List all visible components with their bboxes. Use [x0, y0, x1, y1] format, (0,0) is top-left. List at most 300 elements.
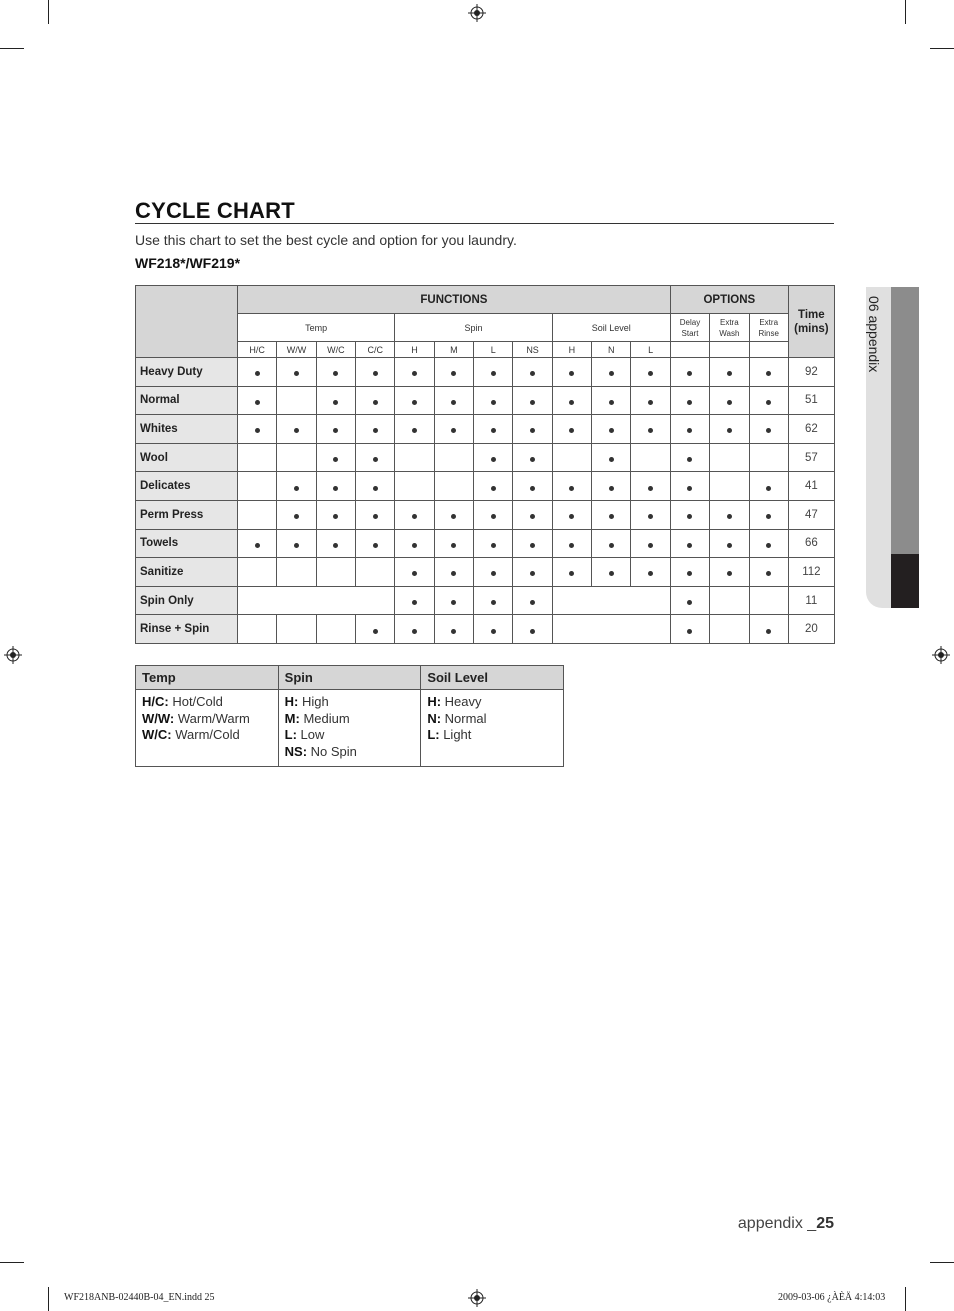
empty-cell — [316, 615, 355, 644]
bullet-icon — [451, 600, 456, 605]
bullet-icon — [687, 514, 692, 519]
dot-cell — [710, 500, 749, 529]
empty-cell — [552, 615, 670, 644]
bullet-icon — [412, 371, 417, 376]
option-header-extra-wash — [710, 314, 749, 342]
dot-cell — [552, 415, 591, 444]
dot-cell — [356, 500, 395, 529]
dot-cell — [631, 472, 670, 501]
time-cell: 92 — [788, 358, 834, 387]
table-row — [136, 500, 835, 529]
bullet-icon — [530, 571, 535, 576]
bullet-icon — [373, 486, 378, 491]
code-header: L — [631, 342, 670, 358]
empty-cell — [749, 443, 788, 472]
bullet-icon — [766, 428, 771, 433]
empty-cell — [356, 558, 395, 587]
bullet-icon — [530, 543, 535, 548]
legend-header-temp: Temp — [136, 666, 279, 690]
crop-mark — [905, 1287, 906, 1311]
option-header-delay-start — [670, 314, 709, 342]
dot-cell — [434, 586, 473, 615]
dot-cell — [238, 415, 277, 444]
dot-cell — [749, 500, 788, 529]
bullet-icon — [451, 371, 456, 376]
code-header: H — [552, 342, 591, 358]
bullet-icon — [609, 571, 614, 576]
registration-mark-icon — [932, 646, 950, 664]
bullet-icon — [373, 457, 378, 462]
bullet-icon — [609, 457, 614, 462]
dot-cell — [513, 586, 552, 615]
bullet-icon — [609, 486, 614, 491]
option-label: Start — [681, 328, 699, 338]
bullet-icon — [569, 428, 574, 433]
dot-cell — [434, 558, 473, 587]
dot-cell — [277, 529, 316, 558]
code-header: N — [592, 342, 631, 358]
title-divider — [135, 223, 834, 224]
legend-entry — [142, 711, 272, 728]
bullet-icon — [569, 571, 574, 576]
crop-mark — [48, 1287, 49, 1311]
legend-entry — [285, 694, 415, 711]
legend-code: N: — [427, 710, 442, 726]
bullet-icon — [491, 371, 496, 376]
bullet-icon — [648, 400, 653, 405]
table-row — [136, 472, 835, 501]
bullet-icon — [294, 428, 299, 433]
legend-cell — [421, 690, 564, 767]
empty-cell — [749, 586, 788, 615]
bullet-icon — [491, 457, 496, 462]
bullet-icon — [333, 457, 338, 462]
code-header-blank — [670, 342, 709, 358]
spin-group-header: Spin — [395, 314, 552, 342]
bullet-icon — [412, 514, 417, 519]
bullet-icon — [569, 371, 574, 376]
side-tab-band — [891, 287, 919, 554]
bullet-icon — [451, 514, 456, 519]
bullet-icon — [569, 514, 574, 519]
code-header: NS — [513, 342, 552, 358]
dot-cell — [592, 558, 631, 587]
cycle-name: Towels — [136, 529, 238, 558]
legend-code: L: — [427, 727, 440, 742]
dot-cell — [513, 472, 552, 501]
bullet-icon — [333, 486, 338, 491]
dot-cell — [395, 358, 434, 387]
bullet-icon — [491, 571, 496, 576]
dot-cell — [434, 529, 473, 558]
legend-code: W/C: — [142, 727, 172, 742]
dot-cell — [434, 615, 473, 644]
option-label: Extra — [719, 317, 739, 327]
bullet-icon — [412, 571, 417, 576]
time-header — [788, 286, 834, 358]
dot-cell — [474, 615, 513, 644]
dot-cell — [395, 500, 434, 529]
bullet-icon — [609, 514, 614, 519]
option-label: Extra — [759, 317, 779, 327]
bullet-icon — [530, 600, 535, 605]
bullet-icon — [687, 457, 692, 462]
bullet-icon — [687, 571, 692, 576]
bullet-icon — [412, 400, 417, 405]
bullet-icon — [766, 514, 771, 519]
bullet-icon — [373, 514, 378, 519]
dot-cell — [474, 443, 513, 472]
bullet-icon — [648, 486, 653, 491]
dot-cell — [513, 386, 552, 415]
bullet-icon — [766, 371, 771, 376]
dot-cell — [670, 558, 709, 587]
legend-code: M: — [284, 710, 300, 726]
table-row — [136, 443, 835, 472]
dot-cell — [513, 615, 552, 644]
page-footer — [738, 1215, 834, 1233]
cycle-chart-table — [135, 285, 835, 644]
bullet-icon — [530, 371, 535, 376]
table-row — [136, 558, 835, 587]
legend-code: W/W: — [142, 710, 175, 726]
legend-header-spin: Spin — [278, 666, 421, 690]
bullet-icon — [648, 543, 653, 548]
option-label: Wash — [719, 328, 740, 338]
bullet-icon — [569, 543, 574, 548]
dot-cell — [277, 415, 316, 444]
bullet-icon — [727, 571, 732, 576]
temp-group-header: Temp — [238, 314, 395, 342]
dot-cell — [592, 529, 631, 558]
bullet-icon — [569, 486, 574, 491]
empty-cell — [434, 443, 473, 472]
bullet-icon — [609, 371, 614, 376]
time-cell: 51 — [788, 386, 834, 415]
bullet-icon — [333, 400, 338, 405]
dot-cell — [631, 415, 670, 444]
time-cell: 57 — [788, 443, 834, 472]
legend-code: H/C: — [142, 694, 169, 709]
bullet-icon — [451, 428, 456, 433]
dot-cell — [710, 358, 749, 387]
dot-cell — [592, 472, 631, 501]
empty-cell — [395, 472, 434, 501]
bullet-icon — [491, 629, 496, 634]
bullet-icon — [491, 428, 496, 433]
bullet-icon — [727, 514, 732, 519]
dot-cell — [316, 443, 355, 472]
dot-cell — [277, 500, 316, 529]
legend-code: L: — [284, 727, 297, 742]
functions-header: FUNCTIONS — [238, 286, 671, 314]
dot-cell — [670, 586, 709, 615]
table-row — [136, 586, 835, 615]
dot-cell — [710, 415, 749, 444]
empty-cell — [238, 558, 277, 587]
bullet-icon — [255, 400, 260, 405]
bullet-icon — [491, 486, 496, 491]
bullet-icon — [491, 400, 496, 405]
bullet-icon — [451, 400, 456, 405]
bullet-icon — [766, 543, 771, 548]
cycle-name: Spin Only — [136, 586, 238, 615]
code-header-blank — [710, 342, 749, 358]
dot-cell — [670, 472, 709, 501]
legend-entry — [142, 694, 272, 711]
bullet-icon — [373, 371, 378, 376]
page-title: CYCLE CHART — [135, 198, 295, 223]
legend-desc: Light — [439, 727, 472, 742]
dot-cell — [670, 358, 709, 387]
time-header-line2: (mins) — [794, 322, 829, 335]
cycle-name: Perm Press — [136, 500, 238, 529]
bullet-icon — [530, 486, 535, 491]
table-row — [136, 415, 835, 444]
legend-desc: High — [298, 694, 329, 709]
dot-cell — [277, 358, 316, 387]
dot-cell — [474, 386, 513, 415]
dot-cell — [749, 415, 788, 444]
time-cell: 41 — [788, 472, 834, 501]
dot-cell — [395, 415, 434, 444]
dot-cell — [552, 472, 591, 501]
dot-cell — [631, 386, 670, 415]
dot-cell — [356, 529, 395, 558]
cycle-name: Normal — [136, 386, 238, 415]
bullet-icon — [727, 400, 732, 405]
registration-mark-icon — [468, 1289, 486, 1307]
legend-header-soil: Soil Level — [421, 666, 564, 690]
page-number: 25 — [816, 1215, 834, 1232]
code-header-blank — [749, 342, 788, 358]
legend-desc: Heavy — [441, 694, 482, 709]
crop-mark — [48, 0, 49, 24]
bullet-icon — [451, 543, 456, 548]
table-row — [136, 358, 835, 387]
bullet-icon — [412, 600, 417, 605]
dot-cell — [356, 358, 395, 387]
time-cell: 62 — [788, 415, 834, 444]
crop-mark — [930, 1262, 954, 1263]
legend-entry — [285, 711, 415, 728]
dot-cell — [670, 529, 709, 558]
dot-cell — [710, 386, 749, 415]
dot-cell — [356, 472, 395, 501]
dot-cell — [552, 529, 591, 558]
bullet-icon — [491, 514, 496, 519]
dot-cell — [631, 529, 670, 558]
legend-entry — [285, 744, 415, 761]
bullet-icon — [530, 400, 535, 405]
bullet-icon — [333, 371, 338, 376]
legend-desc: No Spin — [307, 743, 357, 759]
empty-cell — [631, 443, 670, 472]
dot-cell — [513, 358, 552, 387]
bullet-icon — [727, 543, 732, 548]
empty-cell — [238, 500, 277, 529]
bullet-icon — [609, 543, 614, 548]
dot-cell — [238, 529, 277, 558]
time-header-line1: Time — [798, 308, 825, 321]
dot-cell — [316, 529, 355, 558]
bullet-icon — [687, 371, 692, 376]
bullet-icon — [333, 543, 338, 548]
legend-desc: Warm/Cold — [171, 727, 240, 742]
registration-mark-icon — [4, 646, 22, 664]
dot-cell — [631, 500, 670, 529]
dot-cell — [631, 558, 670, 587]
dot-cell — [474, 472, 513, 501]
dot-cell — [356, 415, 395, 444]
dot-cell — [474, 558, 513, 587]
option-label: Rinse — [758, 328, 779, 338]
empty-cell — [277, 443, 316, 472]
bullet-icon — [294, 514, 299, 519]
cycle-name: Delicates — [136, 472, 238, 501]
bullet-icon — [727, 371, 732, 376]
dot-cell — [434, 415, 473, 444]
dot-cell — [749, 358, 788, 387]
dot-cell — [552, 500, 591, 529]
bullet-icon — [687, 428, 692, 433]
legend-code: H: — [284, 694, 299, 709]
code-header: L — [474, 342, 513, 358]
dot-cell — [592, 358, 631, 387]
legend-cell — [278, 690, 421, 767]
dot-cell — [552, 386, 591, 415]
dot-cell — [316, 472, 355, 501]
time-cell: 11 — [788, 586, 834, 615]
dot-cell — [316, 415, 355, 444]
bullet-icon — [530, 629, 535, 634]
empty-cell — [710, 615, 749, 644]
dot-cell — [395, 386, 434, 415]
bullet-icon — [255, 428, 260, 433]
empty-cell — [277, 386, 316, 415]
bullet-icon — [687, 400, 692, 405]
dot-cell — [238, 386, 277, 415]
code-header: W/C — [316, 342, 355, 358]
legend-desc: Normal — [441, 710, 487, 726]
dot-cell — [238, 358, 277, 387]
dot-cell — [316, 500, 355, 529]
empty-cell — [434, 472, 473, 501]
bullet-icon — [294, 371, 299, 376]
code-header: C/C — [356, 342, 395, 358]
bullet-icon — [412, 428, 417, 433]
empty-cell — [238, 586, 395, 615]
dot-cell — [631, 358, 670, 387]
time-cell: 47 — [788, 500, 834, 529]
legend-desc: Warm/Warm — [174, 710, 250, 726]
time-cell: 112 — [788, 558, 834, 587]
bullet-icon — [687, 486, 692, 491]
bullet-icon — [451, 629, 456, 634]
crop-mark — [930, 48, 954, 49]
bullet-icon — [766, 629, 771, 634]
dot-cell — [316, 358, 355, 387]
table-row — [136, 386, 835, 415]
cycle-name: Sanitize — [136, 558, 238, 587]
print-slug-date: 2009-03-06 ¿ÀÈÄ 4:14:03 — [778, 1292, 886, 1303]
legend-table — [135, 665, 564, 767]
empty-cell — [277, 615, 316, 644]
bullet-icon — [687, 629, 692, 634]
bullet-icon — [569, 400, 574, 405]
empty-cell — [552, 443, 591, 472]
bullet-icon — [255, 371, 260, 376]
bullet-icon — [451, 571, 456, 576]
bullet-icon — [648, 371, 653, 376]
empty-cell — [238, 443, 277, 472]
bullet-icon — [530, 457, 535, 462]
dot-cell — [316, 386, 355, 415]
bullet-icon — [373, 629, 378, 634]
dot-cell — [513, 558, 552, 587]
bullet-icon — [294, 486, 299, 491]
intro-text: Use this chart to set the best cycle and option for you laundry. — [135, 232, 517, 248]
dot-cell — [474, 586, 513, 615]
bullet-icon — [491, 543, 496, 548]
empty-cell — [395, 443, 434, 472]
dot-cell — [474, 500, 513, 529]
model-heading: WF218*/WF219* — [135, 255, 241, 271]
cycle-name: Wool — [136, 443, 238, 472]
dot-cell — [356, 615, 395, 644]
dot-cell — [356, 386, 395, 415]
code-header: W/W — [277, 342, 316, 358]
bullet-icon — [687, 543, 692, 548]
dot-cell — [434, 500, 473, 529]
dot-cell — [749, 386, 788, 415]
cycle-name: Heavy Duty — [136, 358, 238, 387]
dot-cell — [749, 472, 788, 501]
cycle-name: Rinse + Spin — [136, 615, 238, 644]
bullet-icon — [373, 543, 378, 548]
crop-mark — [905, 0, 906, 24]
legend-entry — [142, 727, 272, 744]
bullet-icon — [687, 600, 692, 605]
legend-desc: Hot/Cold — [168, 694, 223, 709]
footer-section: appendix _ — [737, 1215, 817, 1232]
dot-cell — [670, 415, 709, 444]
dot-cell — [356, 443, 395, 472]
cycle-name: Whites — [136, 415, 238, 444]
soil-group-header: Soil Level — [552, 314, 670, 342]
code-header: H/C — [238, 342, 277, 358]
empty-cell — [316, 558, 355, 587]
crop-mark — [0, 1262, 24, 1263]
bullet-icon — [412, 543, 417, 548]
dot-cell — [474, 529, 513, 558]
bullet-icon — [373, 428, 378, 433]
corner-cell — [136, 286, 238, 358]
dot-cell — [513, 443, 552, 472]
legend-entry — [427, 727, 557, 744]
dot-cell — [395, 558, 434, 587]
bullet-icon — [766, 486, 771, 491]
dot-cell — [749, 529, 788, 558]
dot-cell — [670, 443, 709, 472]
dot-cell — [434, 358, 473, 387]
bullet-icon — [766, 571, 771, 576]
bullet-icon — [648, 514, 653, 519]
dot-cell — [670, 615, 709, 644]
empty-cell — [238, 615, 277, 644]
table-row — [136, 529, 835, 558]
dot-cell — [592, 386, 631, 415]
